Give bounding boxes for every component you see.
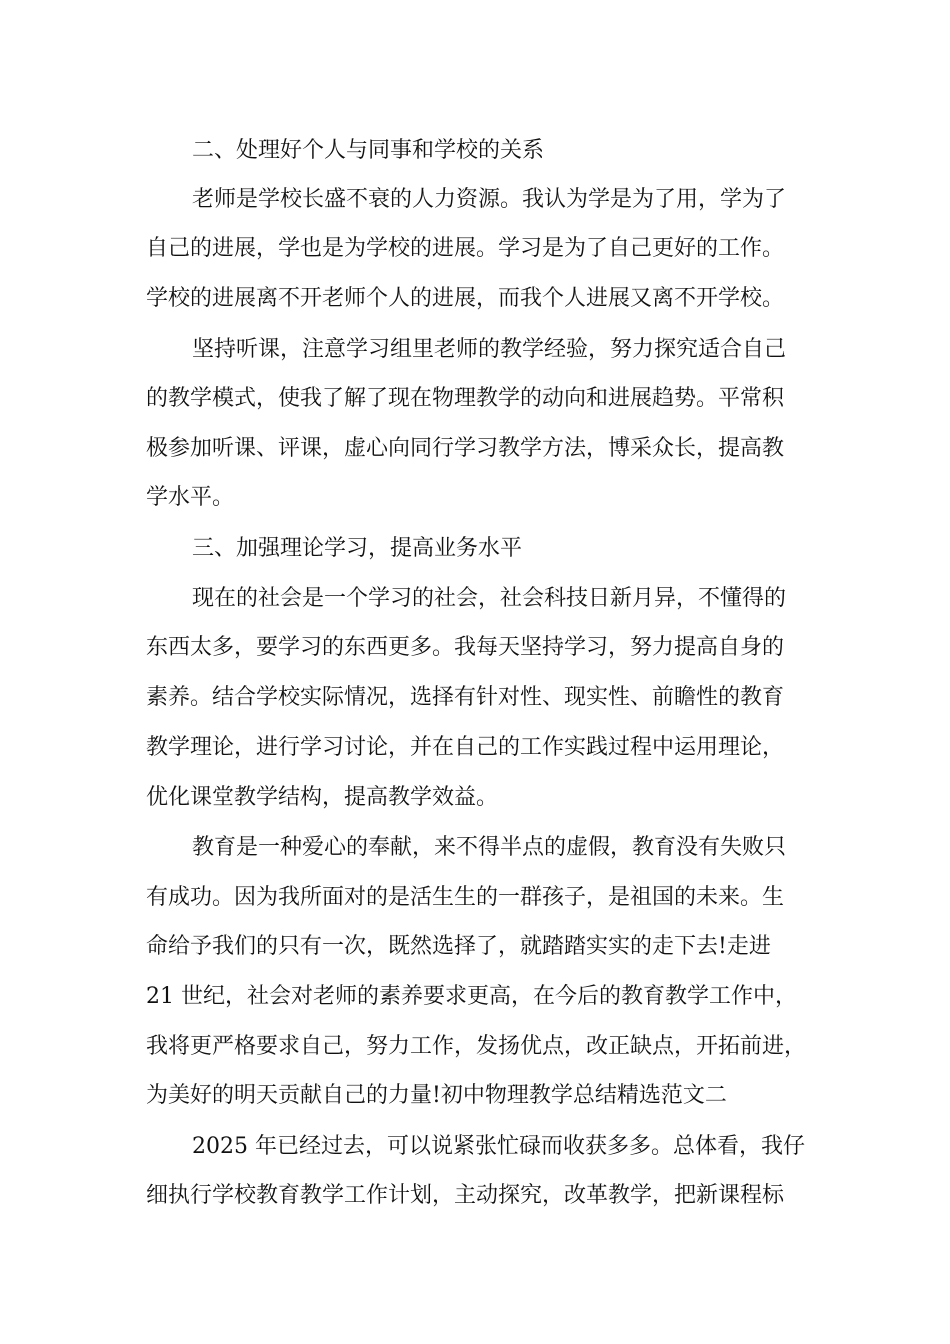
paragraph-line: 素养。结合学校实际情况，选择有针对性、现实性、前瞻性的教育 bbox=[146, 685, 785, 710]
paragraph-line: 学水平。 bbox=[146, 485, 235, 510]
paragraph-line: 东西太多，要学习的东西更多。我每天坚持学习，努力提高自身的 bbox=[146, 635, 785, 660]
paragraph-line: 为美好的明天贡献自己的力量!初中物理教学总结精选范文二 bbox=[146, 1083, 727, 1108]
paragraph-line: 优化课堂教学结构，提高教学效益。 bbox=[146, 785, 499, 810]
paragraph-line: 有成功。因为我所面对的是活生生的一群孩子，是祖国的未来。生 bbox=[146, 885, 785, 910]
paragraph-line: 教育是一种爱心的奉献，来不得半点的虚假，教育没有失败只 bbox=[192, 835, 787, 860]
section-heading-2: 二、处理好个人与同事和学校的关系 bbox=[192, 138, 545, 163]
paragraph-line: 教学理论，进行学习讨论，并在自己的工作实践过程中运用理论， bbox=[146, 735, 785, 760]
paragraph-line: 自己的进展，学也是为学校的进展。学习是为了自己更好的工作。 bbox=[146, 236, 785, 261]
paragraph-line: 现在的社会是一个学习的社会，社会科技日新月异，不懂得的 bbox=[192, 586, 787, 611]
paragraph-line: 命给予我们的只有一次，既然选择了，就踏踏实实的走下去!走进 bbox=[146, 934, 771, 959]
section-heading-3: 三、加强理论学习，提高业务水平 bbox=[192, 536, 523, 561]
paragraph-line: 我将更严格要求自己，努力工作，发扬优点，改正缺点，开拓前进， bbox=[146, 1034, 807, 1059]
paragraph-line: 学校的进展离不开老师个人的进展，而我个人进展又离不开学校。 bbox=[146, 286, 785, 311]
paragraph-line: 2025 年已经过去，可以说紧张忙碌而收获多多。总体看，我仔 bbox=[192, 1134, 805, 1159]
paragraph-line: 的教学模式，使我了解了现在物理教学的动向和进展趋势。平常积 bbox=[146, 386, 785, 411]
paragraph-line: 坚持听课，注意学习组里老师的教学经验，努力探究适合自己 bbox=[192, 337, 787, 362]
paragraph-line: 21 世纪，社会对老师的素养要求更高，在今后的教育教学工作中， bbox=[146, 984, 797, 1009]
paragraph-line: 极参加听课、评课，虚心向同行学习教学方法，博采众长，提高教 bbox=[146, 436, 785, 461]
paragraph-line: 老师是学校长盛不衰的人力资源。我认为学是为了用，学为了 bbox=[192, 187, 787, 212]
paragraph-line: 细执行学校教育教学工作计划，主动探究，改革教学，把新课程标 bbox=[146, 1183, 785, 1208]
